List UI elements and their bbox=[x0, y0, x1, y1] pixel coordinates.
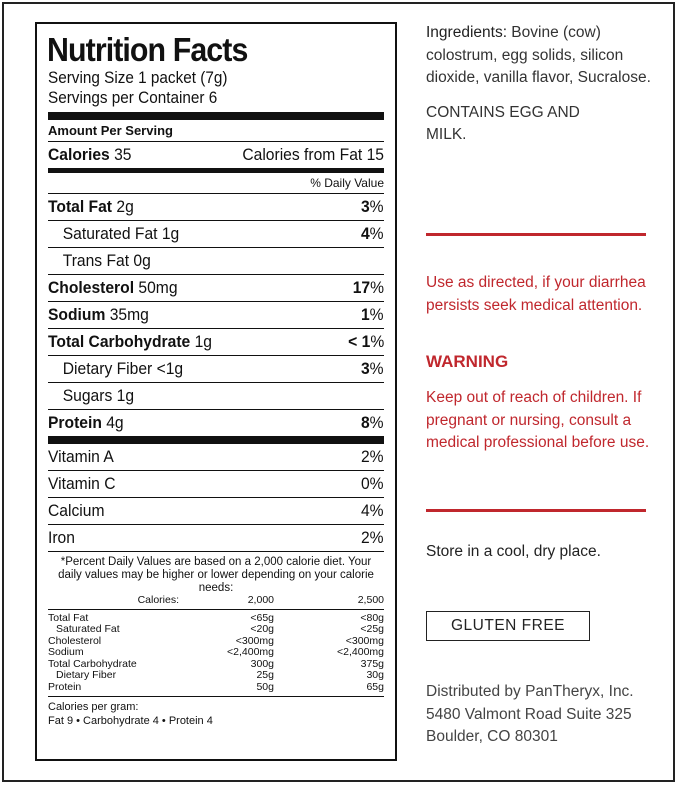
dv-table-cell: 65g bbox=[366, 680, 384, 693]
dv-table-cell: <65g bbox=[250, 611, 274, 624]
amount-per-serving: Amount Per Serving bbox=[48, 123, 173, 138]
nutrient-label: Sodium bbox=[48, 305, 106, 324]
percent-sign: % bbox=[370, 332, 384, 351]
nutrient-row bbox=[48, 274, 384, 301]
nutrient-daily-value: 1 bbox=[361, 305, 371, 324]
vitamin-label: Calcium bbox=[48, 501, 105, 520]
warning-title: WARNING bbox=[426, 352, 509, 371]
dv-table-cell: Protein bbox=[48, 680, 82, 693]
dv-table-cell: <300mg bbox=[345, 634, 384, 647]
nutrient-label: Total Fat bbox=[48, 197, 113, 216]
vitamin-label: Vitamin C bbox=[48, 474, 116, 493]
dv-table-cell: Dietary Fiber bbox=[56, 669, 117, 681]
calories-label: Calories bbox=[48, 145, 110, 164]
nutrient-daily-value: 4 bbox=[361, 224, 371, 243]
nutrient-amount: 35mg bbox=[109, 305, 149, 324]
warning-text: Keep out of reach of children. If pregnant or nursing, consult a medical professional before use. bbox=[426, 389, 650, 451]
vitamin-row bbox=[48, 524, 384, 551]
nutrient-amount: 50mg bbox=[138, 278, 178, 297]
dv-table-cell: <2,400mg bbox=[227, 646, 274, 658]
dv-table-cell: Saturated Fat bbox=[56, 623, 120, 635]
nutrient-row bbox=[48, 382, 384, 409]
distributor-info bbox=[426, 681, 666, 749]
vitamin-row bbox=[48, 470, 384, 497]
dv-table-cell: Cholesterol bbox=[48, 634, 102, 647]
dv-table-row bbox=[48, 647, 384, 659]
percent-sign: % bbox=[370, 359, 384, 378]
daily-value-footnote: *Percent Daily Values are based on a 2,000 calorie diet. Your daily values may be higher or lower depending on your calorie needs: bbox=[58, 556, 374, 594]
nutrient-row bbox=[48, 409, 384, 436]
dv-table-row bbox=[48, 682, 384, 694]
nutrition-facts-panel bbox=[35, 22, 397, 761]
calories-row bbox=[48, 141, 384, 168]
nutrient-label: Trans Fat bbox=[62, 251, 130, 270]
servings-per-container: Servings per Container 6 bbox=[48, 88, 218, 107]
dv-table-row bbox=[48, 670, 384, 682]
nutrition-title: Nutrition Facts bbox=[47, 31, 248, 68]
nutrient-row bbox=[48, 301, 384, 328]
nutrient-amount: <1g bbox=[156, 359, 184, 378]
nutrient-row bbox=[48, 193, 384, 220]
nutrient-amount: 4g bbox=[106, 413, 124, 432]
vitamin-value: 2% bbox=[361, 528, 384, 547]
red-divider-1 bbox=[426, 233, 646, 236]
dv-table-cell: Total Fat bbox=[48, 611, 89, 624]
calories-value: 35 bbox=[114, 145, 132, 164]
thick-divider-vitamins bbox=[48, 436, 384, 444]
dv-table-cell: Sodium bbox=[48, 646, 84, 658]
nutrient-row bbox=[48, 247, 384, 274]
ingredients-label: Ingredients: bbox=[426, 24, 507, 41]
nutrient-label: Saturated Fat bbox=[62, 224, 158, 243]
nutrient-amount: 1g bbox=[194, 332, 212, 351]
nutrient-amount: 1g bbox=[116, 386, 135, 405]
nutrient-label: Cholesterol bbox=[48, 278, 135, 297]
dv-table-row bbox=[48, 624, 384, 636]
nutrient-amount: 0g bbox=[133, 251, 151, 270]
nutrient-daily-value: 17 bbox=[352, 278, 371, 297]
vitamin-row bbox=[48, 444, 384, 470]
percent-sign: % bbox=[370, 413, 384, 432]
calories-from-fat: Calories from Fat 15 bbox=[242, 145, 384, 164]
calories-per-gram: Fat 9 • Carbohydrate 4 • Protein 4 bbox=[48, 715, 213, 727]
ingredients bbox=[426, 22, 661, 90]
gluten-free-badge: GLUTEN FREE bbox=[426, 611, 590, 641]
percent-sign: % bbox=[370, 224, 384, 243]
info-column bbox=[426, 22, 661, 147]
nutrient-daily-value: 3 bbox=[361, 359, 371, 378]
dv-table-header bbox=[48, 595, 384, 609]
serving-size: Serving Size 1 packet (7g) bbox=[48, 68, 228, 87]
dv-table-header-cell: 2,000 bbox=[247, 594, 274, 606]
nutrient-row bbox=[48, 220, 384, 247]
nutrient-row bbox=[48, 328, 384, 355]
nutrient-label: Dietary Fiber bbox=[62, 359, 153, 378]
percent-sign: % bbox=[370, 305, 384, 324]
nutrient-amount: 1g bbox=[161, 224, 180, 243]
nutrient-list bbox=[48, 193, 384, 436]
calories-per-gram-label: Calories per gram: bbox=[48, 701, 139, 713]
dv-table-cell: <25g bbox=[360, 623, 384, 635]
vitamin-value: 0% bbox=[361, 474, 384, 493]
dv-table-cell: <2,400mg bbox=[337, 646, 384, 658]
dv-table-header-cell: 2,500 bbox=[357, 594, 384, 606]
vitamin-label: Iron bbox=[48, 528, 75, 547]
red-divider-2 bbox=[426, 509, 646, 512]
dv-table-cell: Total Carbohydrate bbox=[48, 657, 137, 670]
dv-table-cell: <300mg bbox=[235, 634, 274, 647]
nutrient-row bbox=[48, 355, 384, 382]
nutrient-label: Protein bbox=[48, 413, 102, 432]
dv-table-cell: 50g bbox=[256, 680, 274, 693]
dv-table-cell: 30g bbox=[366, 669, 384, 681]
nutrient-amount: 2g bbox=[116, 197, 134, 216]
thick-divider bbox=[48, 112, 384, 120]
dv-table-cell: 25g bbox=[256, 669, 274, 681]
nutrient-label: Sugars bbox=[62, 386, 113, 405]
nutrient-label: Total Carbohydrate bbox=[48, 332, 191, 351]
nutrient-daily-value: < 1 bbox=[347, 332, 371, 351]
dv-table-cell: <20g bbox=[250, 623, 274, 635]
dv-table-header-cell: Calories: bbox=[137, 594, 179, 606]
vitamin-row bbox=[48, 497, 384, 524]
percent-sign: % bbox=[370, 197, 384, 216]
allergen-statement: CONTAINS EGG AND MILK. bbox=[426, 103, 580, 143]
vitamin-value: 2% bbox=[361, 447, 384, 466]
storage-instructions: Store in a cool, dry place. bbox=[426, 543, 601, 560]
dv-table-cell: <80g bbox=[360, 611, 384, 624]
dv-table-cell: 300g bbox=[250, 657, 274, 670]
vitamin-value: 4% bbox=[361, 501, 384, 520]
nutrient-daily-value: 8 bbox=[361, 413, 371, 432]
distributor-name: Distributed by PanTheryx, Inc. bbox=[426, 683, 634, 700]
vitamin-list bbox=[48, 444, 384, 551]
vitamin-label: Vitamin A bbox=[48, 447, 114, 466]
nutrient-daily-value: 3 bbox=[361, 197, 371, 216]
dv-table-cell: 375g bbox=[360, 657, 384, 670]
dv-table-row bbox=[48, 636, 384, 648]
percent-sign: % bbox=[370, 278, 384, 297]
daily-value-table bbox=[48, 595, 384, 693]
ingredients-text: Bovine (cow) colostrum, egg solids, silicon dioxide, vanilla flavor, Sucralose. bbox=[426, 24, 651, 86]
distributor-address-2: Boulder, CO 80301 bbox=[426, 728, 558, 745]
distributor-address-1: 5480 Valmont Road Suite 325 bbox=[426, 705, 632, 723]
daily-value-header: % Daily Value bbox=[310, 176, 384, 190]
directions: Use as directed, if your diarrhea persists seek medical attention. bbox=[426, 274, 646, 314]
